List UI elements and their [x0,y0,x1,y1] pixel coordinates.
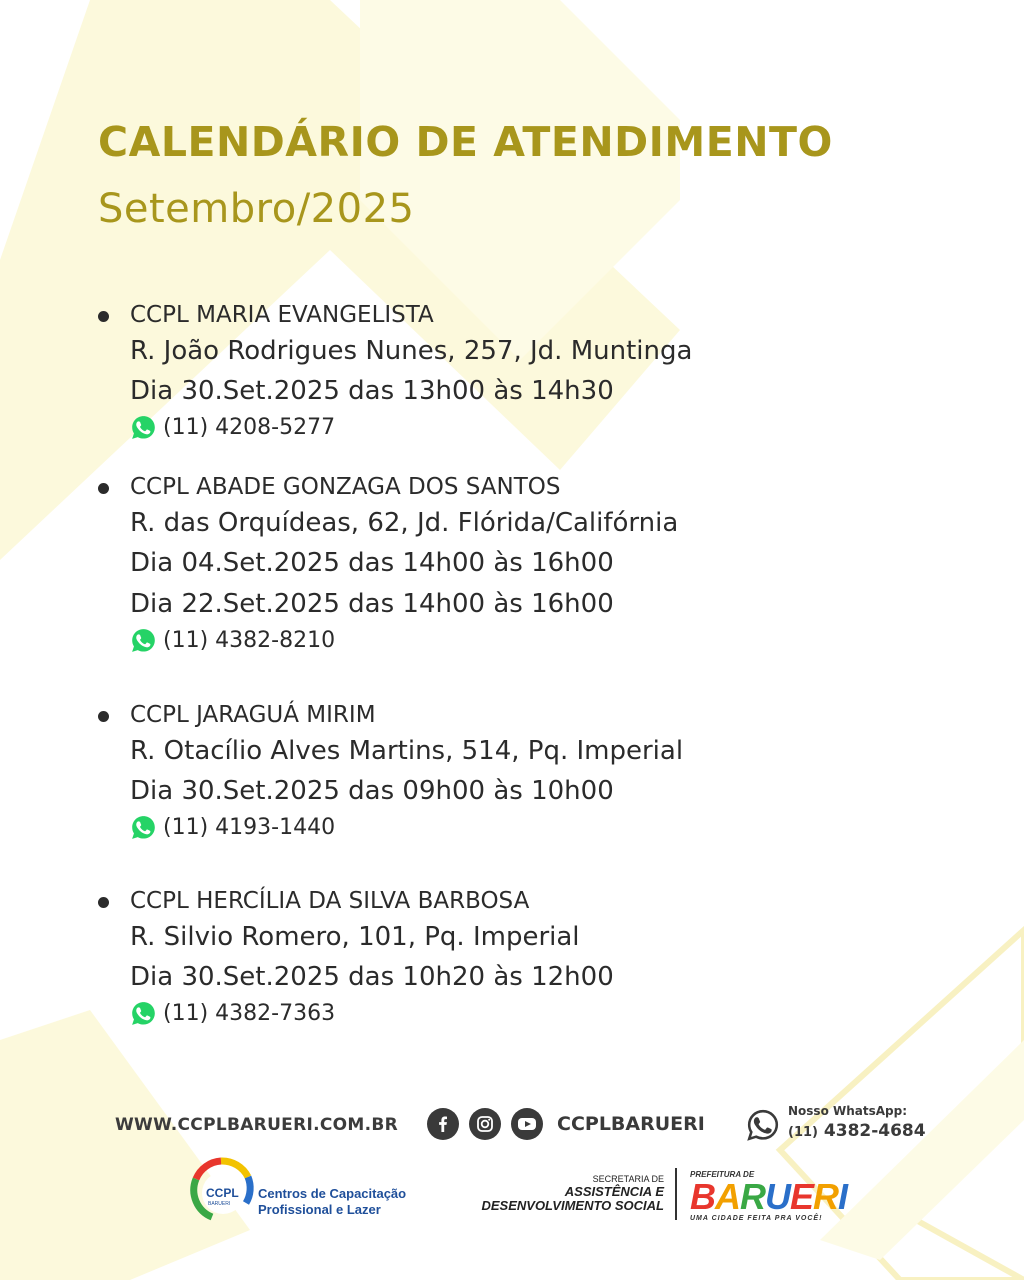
location-address: R. Silvio Romero, 101, Pq. Imperial [130,922,580,952]
location-date: Dia 04.Set.2025 das 14h00 às 16h00 [130,548,614,578]
location-date: Dia 22.Set.2025 das 14h00 às 16h00 [130,589,614,619]
location-date: Dia 30.Set.2025 das 09h00 às 10h00 [130,776,614,806]
phone-number: (11) 4382-8210 [163,628,336,653]
phone-number: (11) 4193-1440 [163,815,336,840]
location-phone[interactable] [130,627,335,654]
bullet-icon [98,311,109,322]
page-subtitle: Setembro/2025 [98,186,415,232]
location-phone[interactable] [130,1000,335,1027]
phone-number: (11) 4382-7363 [163,1001,336,1026]
bullet-icon [98,483,109,494]
whatsapp-number: (11) 4382-4684 [788,1121,926,1141]
barueri-wordmark: BARUERI [690,1176,848,1217]
ccpl-name: Centros de Capacitação Profissional e Lazer [258,1186,407,1217]
location-date: Dia 30.Set.2025 das 13h00 às 14h30 [130,376,614,406]
whatsapp-label: Nosso WhatsApp: [788,1104,908,1118]
location-phone[interactable] [130,414,335,441]
whatsapp-icon [746,1108,780,1142]
ccpl-logo [186,1155,256,1225]
bullet-icon [98,897,109,908]
whatsapp-icon [130,627,157,654]
location-address: R. Otacílio Alves Martins, 514, Pq. Imperial [130,736,684,766]
bullet-icon [98,711,109,722]
svg-text:CCPL: CCPL [206,1186,239,1200]
location-phone[interactable] [130,814,335,841]
social-handle[interactable]: CCPLBARUERI [557,1113,705,1135]
location-address: R. João Rodrigues Nunes, 257, Jd. Muntinga [130,336,693,366]
phone-number: (11) 4208-5277 [163,415,336,440]
location-date: Dia 30.Set.2025 das 10h20 às 12h00 [130,962,614,992]
location-address: R. das Orquídeas, 62, Jd. Flórida/Califórnia [130,508,679,538]
svg-text:BARUERI: BARUERI [208,1201,231,1207]
location-name: CCPL JARAGUÁ MIRIM [130,702,376,728]
secretaria-logo: SECRETARIA DE ASSISTÊNCIA E DESENVOLVIMENTO SOCIAL [481,1174,664,1213]
website-link[interactable]: WWW.CCPLBARUERI.COM.BR [115,1115,399,1135]
instagram-icon[interactable] [469,1108,501,1140]
whatsapp-icon [130,1000,157,1027]
whatsapp-icon [130,414,157,441]
facebook-icon[interactable] [427,1108,459,1140]
logo-divider [675,1168,677,1220]
barueri-logo: PREFEITURA DE BARUERI UMA CIDADE FEITA PRA VOCÊ! [690,1170,848,1222]
youtube-icon[interactable] [511,1108,543,1140]
whatsapp-icon [130,814,157,841]
social-links [427,1108,705,1140]
location-name: CCPL HERCÍLIA DA SILVA BARBOSA [130,888,530,914]
location-name: CCPL MARIA EVANGELISTA [130,302,434,328]
location-name: CCPL ABADE GONZAGA DOS SANTOS [130,474,561,500]
page-title: CALENDÁRIO DE ATENDIMENTO [98,118,833,166]
